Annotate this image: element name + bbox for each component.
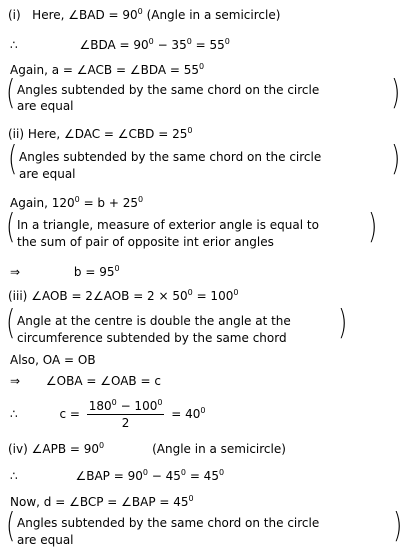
part-iii-label: (iii) bbox=[8, 289, 28, 303]
step-bap-a: ∠BAP = 90 bbox=[75, 469, 143, 483]
right-paren: ) bbox=[337, 303, 348, 343]
therefore-symbol: ∴ bbox=[10, 469, 18, 483]
part-i-line bbox=[8, 8, 280, 22]
step-bap: ∴ ∠BAP = $90^0 - 45^0 = 45^0$ bbox=[10, 468, 225, 483]
reason-2-line2: are equal bbox=[19, 167, 76, 181]
step-a: Again, a = ∠ACB = ∠BDA = $55^0$ bbox=[10, 62, 205, 77]
step-bda-c: = 55 bbox=[191, 38, 225, 52]
right-paren: ) bbox=[392, 506, 403, 546]
left-paren: ( bbox=[5, 303, 16, 343]
step-d-text: Now, d = ∠BCP = ∠BAP = 45 bbox=[10, 495, 189, 509]
step-obc-text: ∠OBA = ∠OAB = c bbox=[45, 374, 161, 388]
step-also bbox=[10, 353, 96, 367]
implies-arrow-icon: ⇒ bbox=[10, 374, 21, 388]
left-paren: ( bbox=[5, 73, 16, 113]
right-paren: ) bbox=[390, 139, 401, 179]
part-iv-b: (Angle in a semicircle) bbox=[152, 442, 286, 456]
part-ii-label: (ii) bbox=[8, 127, 25, 141]
reason-box-3 bbox=[5, 207, 380, 250]
left-paren: ( bbox=[5, 207, 16, 247]
implies-arrow-icon: ⇒ bbox=[10, 265, 21, 279]
part-iv-a: ∠APB = 90 bbox=[27, 442, 100, 456]
step-120-a: Again, 120 bbox=[10, 196, 75, 210]
reason-box-5 bbox=[5, 506, 406, 549]
reason-5-line2: are equal bbox=[17, 533, 74, 547]
part-ii-line: (ii) Here, ∠DAC = ∠CBD = $25^0$ bbox=[8, 126, 193, 141]
step-d: Now, d = ∠BCP = ∠BAP = $45^0$ bbox=[10, 494, 194, 509]
step-c-b: = 40 bbox=[167, 407, 201, 421]
reason-1-line2: are equal bbox=[17, 99, 74, 113]
step-120-b: = b + 25 bbox=[79, 196, 139, 210]
part-ii-text: Here, ∠DAC = ∠CBD = 25 bbox=[27, 127, 188, 141]
fraction: $\frac{180^0 - 100^0}{2}$ bbox=[88, 397, 163, 430]
part-iii-b: = 100 bbox=[192, 289, 234, 303]
part-i-text: Here, ∠BAD = $90^0$ (Angle in a semicircle) bbox=[32, 7, 281, 22]
therefore-symbol: ∴ bbox=[10, 38, 18, 52]
step-120: Again, $120^0 = b + 25^0$ bbox=[10, 195, 144, 210]
therefore-symbol: ∴ bbox=[10, 407, 18, 421]
part-iv-label: (iv) bbox=[8, 442, 28, 456]
reason-4-line1: Angle at the centre is double the angle at the bbox=[17, 314, 291, 328]
right-paren: ) bbox=[367, 207, 378, 247]
reason-2-line1: Angles subtended by the same chord on the circle bbox=[19, 150, 322, 164]
reason-box-4 bbox=[5, 303, 348, 346]
part-i-label: (i) bbox=[8, 8, 21, 22]
reason-4-line2: circumference subtended by the same chord bbox=[17, 331, 287, 345]
reason-3-line1: In a triangle, measure of exterior angle is equal to bbox=[17, 218, 319, 232]
step-b: ⇒ $b = 95^0$ bbox=[10, 264, 120, 279]
right-paren: ) bbox=[390, 73, 401, 113]
step-bda: ∴ ∠BDA = $90^0 - 35^0 = 55^0$ bbox=[10, 37, 230, 52]
step-bda-a: ∠BDA = 90 bbox=[79, 38, 149, 52]
step-bda-b: − 35 bbox=[153, 38, 187, 52]
reason-5-line1: Angles subtended by the same chord on the circle bbox=[17, 516, 320, 530]
step-obc bbox=[10, 374, 161, 388]
step-a-text: Again, a = ∠ACB = ∠BDA = 55 bbox=[10, 63, 200, 77]
step-also-text: Also, OA = OB bbox=[10, 353, 96, 367]
reason-box-1 bbox=[5, 73, 406, 114]
step-b-text: b = 95 bbox=[73, 265, 115, 279]
left-paren: ( bbox=[5, 506, 16, 546]
part-iv-line: (iv) ∠APB = $90^0$ (Angle in a semicircle) bbox=[8, 441, 286, 456]
step-bap-c: = 45 bbox=[186, 469, 219, 483]
step-c-a: c = bbox=[59, 407, 84, 421]
step-c: ∴ c = $\frac{180^0 - 100^0}{2}$ = $40^0$ bbox=[10, 397, 206, 430]
part-iii-a: ∠AOB = 2∠AOB = 2 × 50 bbox=[27, 289, 188, 303]
reason-1-line1: Angles subtended by the same chord on the circle bbox=[17, 83, 320, 97]
reason-3-line2: the sum of pair of opposite int erior angles bbox=[17, 235, 274, 249]
left-paren: ( bbox=[7, 139, 18, 179]
part-iii-line: (iii) ∠AOB = 2∠AOB = $2 \times 50^0 = 100^0$ bbox=[8, 288, 239, 303]
step-bap-b: − 45 bbox=[147, 469, 181, 483]
reason-box-2 bbox=[7, 139, 406, 182]
